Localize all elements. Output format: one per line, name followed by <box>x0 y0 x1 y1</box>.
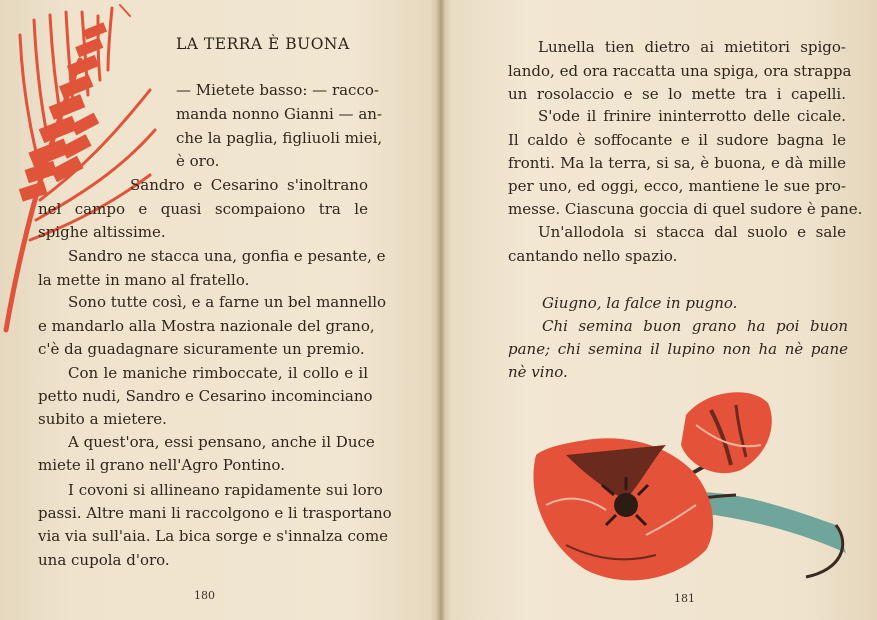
text-line: lando, ed ora raccatta una spiga, ora strappa <box>508 62 852 80</box>
right-page <box>440 0 877 620</box>
text-line: Il caldo è soffocante e il sudore bagna le <box>508 131 846 149</box>
text-line: spighe altissime. <box>38 223 166 241</box>
text-line: per uno, ed oggi, ecco, mantiene le sue pro- <box>508 177 846 195</box>
text-line: è oro. <box>176 152 220 170</box>
text-line: Sandro e Cesarino s'inoltrano <box>130 176 368 194</box>
proverb-line: nè vino. <box>508 363 568 381</box>
text-line: via via sull'aia. La bica sorge e s'innalza come <box>38 527 389 545</box>
text-line: Con le maniche rimboccate, il collo e il <box>68 364 368 382</box>
text-line: un rosolaccio e se lo mette tra i capelli. <box>508 85 846 103</box>
text-line: nel campo e quasi scompaiono tra le <box>38 200 368 218</box>
text-line: che la paglia, figliuoli miei, <box>176 129 383 147</box>
text-line: messe. Ciascuna goccia di quel sudore è pane. <box>508 200 863 218</box>
text-line: S'ode il frinire ininterrotto delle cicale. <box>538 107 846 125</box>
text-line: una cupola d'oro. <box>38 551 170 569</box>
text-line: petto nudi, Sandro e Cesarino incominciano <box>38 387 373 405</box>
text-line: la mette in mano al fratello. <box>38 271 250 289</box>
text-line: fronti. Ma la terra, si sa, è buona, e dà mille <box>508 154 846 172</box>
proverb-line: Chi semina buon grano ha poi buon <box>542 317 848 335</box>
text-line: subito a mietere. <box>38 410 167 428</box>
page-number: 180 <box>194 589 215 602</box>
proverb-line: Giugno, la falce in pugno. <box>542 294 738 312</box>
text-line: Sono tutte così, e a farne un bel mannello <box>68 293 387 311</box>
text-line: Lunella tien dietro ai mietitori spigo- <box>538 38 846 56</box>
text-line: cantando nello spazio. <box>508 247 678 265</box>
text-line: Sandro ne stacca una, gonfia e pesante, e <box>68 247 386 265</box>
text-line: passi. Altre mani li raccolgono e li trasportano <box>38 504 392 522</box>
text-line: manda nonno Gianni — an- <box>176 105 383 123</box>
text-line: c'è da guadagnare sicuramente un premio. <box>38 340 365 358</box>
poppy-flowers-illustration <box>506 385 866 595</box>
page-number: 181 <box>674 592 695 605</box>
text-line: — Mietete basso: — racco- <box>176 81 379 99</box>
chapter-title: LA TERRA È BUONA <box>176 35 350 53</box>
text-line: Un'allodola si stacca dal suolo e sale <box>538 223 846 241</box>
proverb-line: pane; chi semina il lupino non ha nè pane <box>508 340 848 358</box>
text-line: e mandarlo alla Mostra nazionale del grano, <box>38 317 375 335</box>
text-line: miete il grano nell'Agro Pontino. <box>38 456 285 474</box>
text-line: A quest'ora, essi pensano, anche il Duce <box>68 433 375 451</box>
text-line: I covoni si allineano rapidamente sui loro <box>68 481 383 499</box>
